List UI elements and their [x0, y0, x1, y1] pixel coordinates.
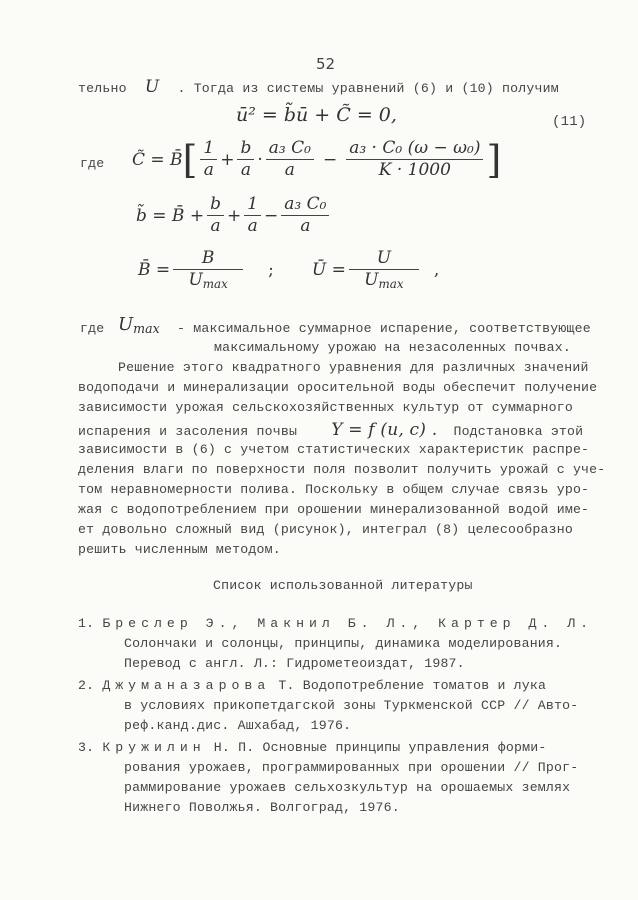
umax-where-label: где	[80, 321, 105, 336]
formula-y: Y = f (u, c) .	[331, 420, 438, 440]
paragraph-line: Решение этого квадратного уравнения для различных значений	[118, 360, 589, 375]
equation-11-label: (11)	[552, 114, 587, 130]
reference-line: Перевод с англ. Л.: Гидрометеоиздат, 1987.	[124, 656, 465, 671]
eq-c-lhs: C̃ = B̄	[132, 149, 183, 170]
eq-bbar-lhs: B̄ =	[138, 260, 171, 281]
paragraph-line-with-formula: испарения и засоления почвы Y = f (u, c) . Подстановка этой	[78, 420, 584, 440]
where-label: где	[80, 156, 105, 171]
fraction: $\frac{b}{a}$	[207, 196, 224, 236]
fraction: $\frac{1}{a}$	[244, 196, 261, 236]
paragraph-line: решить численным методом.	[78, 542, 281, 557]
fraction: $\frac{\text{a₃ C₀}}{a}$	[266, 140, 314, 180]
fraction: $\frac{b}{a}$	[237, 140, 254, 180]
reference-line: реф.канд.дис. Ашхабад, 1976.	[124, 718, 352, 733]
reference-authors: Бреслер Э., Макнил Б. Л., Картер Д. Л.	[102, 616, 594, 631]
left-bracket: [	[182, 137, 198, 182]
reference-item-1: 1. Бреслер Э., Макнил Б. Л., Картер Д. Л.	[78, 616, 594, 631]
umax-def-line-2: максимальному урожаю на незасоленных почвах.	[214, 340, 572, 355]
equation-c-tilde: C̃ = B̄ [ $\frac{1}{a}$ + $\frac{b}{a}$ · $\frac{\text{a₃ C₀}}{a}$ − $\frac{\text{a₃ · C₀ (ω − ω₀)}}{K \cdot 1000}$ ]	[132, 137, 502, 182]
right-bracket: ]	[486, 137, 502, 182]
reference-line: Солончаки и солонцы, принципы, динамика моделирования.	[124, 636, 563, 651]
fraction: $\frac{U}{U_{max}}$	[349, 250, 419, 290]
eq-b-lhs: b̃ = B̄ +	[136, 205, 205, 226]
umax-def-line-1: - максимальное суммарное испарение, соответствующее	[177, 321, 591, 336]
umax-variable: $U_{max}$	[118, 314, 160, 336]
paragraph-line: деления влаги по поверхности поля позволит получить урожай с уче-	[78, 462, 606, 477]
equation-definitions: B̄ = $\frac{B}{U_{max}}$ ; Ū = $\frac{U}{U_{max}}$ ,	[138, 248, 440, 291]
paragraph-line: жая с водопотреблением при орошении минерализованной водой име-	[78, 502, 590, 517]
paragraph-line: зависимости урожая сельскохозяйственных культур от суммарного	[78, 400, 573, 415]
reference-line: в условиях прикопетдагской зоны Туркменской ССР // Авто-	[124, 698, 579, 713]
eq-ubar-lhs: Ū =	[311, 260, 346, 281]
fraction: $\frac{1}{a}$	[200, 140, 217, 180]
reference-item-2: 2. Джуманазарова Т. Водопотребление томатов и лука	[78, 678, 547, 693]
fraction: $\frac{\text{a₃ C₀}}{a}$	[281, 196, 329, 236]
equation-11: ū² = b̃ū + C̃ = 0,	[236, 104, 397, 126]
paragraph-line: водоподачи и минерализации оросительной воды обеспечит получение	[78, 380, 598, 395]
fraction: $\frac{B}{U_{max}}$	[173, 250, 243, 290]
reference-line: Нижнего Поволжья. Волгоград, 1976.	[124, 800, 400, 815]
equation-b-tilde: b̃ = B̄ + $\frac{b}{a}$ + $\frac{1}{a}$ − $\frac{\text{a₃ C₀}}{a}$	[136, 196, 332, 236]
paragraph-line: ет довольно сложный вид (рисунок), интеграл (8) целесообразно	[78, 522, 573, 537]
reference-line: раммирование урожаев сельхозкультур на орошаемых землях	[124, 780, 571, 795]
reference-authors: Кружилин	[102, 740, 206, 755]
paragraph-line: том неравномерности полива. Поскольку в общем случае связь уро-	[78, 482, 590, 497]
intro-text-before: тельно	[78, 81, 127, 96]
reference-authors: Джуманазарова	[102, 678, 271, 693]
fraction: $\frac{\text{a₃ · C₀ (ω − ω₀)}}{K \cdot 1000}$	[346, 140, 483, 180]
intro-text-after: . Тогда из системы уравнений (6) и (10) получим	[177, 81, 559, 96]
reference-line: рования урожаев, программированных при орошении // Прог-	[124, 760, 579, 775]
paragraph-line: зависимости в (6) с учетом статистических характеристик распре-	[78, 442, 590, 457]
separator: ;	[268, 260, 274, 281]
page-number: 52	[316, 55, 336, 73]
reference-item-3: 3. Кружилин Н. П. Основные принципы управления форми-	[78, 740, 547, 755]
intro-variable: U	[144, 77, 160, 97]
references-heading: Список использованной литературы	[213, 578, 473, 593]
intro-line	[78, 77, 559, 97]
